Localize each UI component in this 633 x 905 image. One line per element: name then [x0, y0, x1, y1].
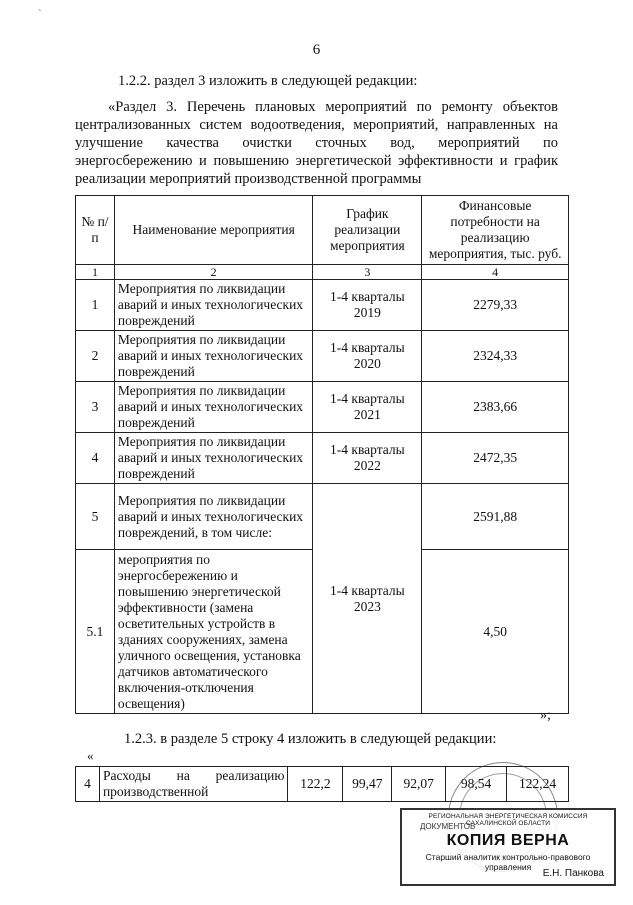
row-name: Мероприятия по ликвидации аварий и иных технологических повреждений	[114, 382, 313, 433]
column-number-row	[76, 265, 569, 280]
stamp-signer: Е.Н. Панкова	[542, 868, 604, 879]
stamp-title: КОПИЯ ВЕРНА	[446, 832, 570, 849]
table-row	[76, 331, 569, 382]
certified-copy-stamp	[400, 808, 616, 886]
table-row	[76, 433, 569, 484]
stamp-position: Старший аналитик контрольно-правового управления	[425, 852, 591, 872]
row-number: 5.1	[76, 550, 115, 714]
row-schedule: 1-4 кварталы 2020	[313, 331, 422, 382]
opening-quote: «	[87, 748, 94, 763]
row-amount: 2279,33	[422, 280, 569, 331]
row-value: 92,07	[392, 767, 446, 802]
row-name: Мероприятия по ликвидации аварий и иных технологических повреждений	[114, 433, 313, 484]
row-schedule: 1-4 кварталы 2021	[313, 382, 422, 433]
section-heading-text: «Раздел 3. Перечень плановых мероприятий по ремонту объектов централизованных систем водоотведения, мероприятий, направленных на улучшение качества очистки сточных вод, мероприятий по энергосбережению и повышению энергетической эффективности и график реализации мероприятий производственной программы	[75, 99, 558, 187]
stamp-doc: ДОКУМЕНТОВ	[420, 822, 476, 831]
row-value: 99,47	[343, 767, 392, 802]
row-value: 98,54	[446, 767, 507, 802]
table-row	[76, 484, 569, 550]
row-number: 1	[76, 280, 115, 331]
row-number: 4	[76, 433, 115, 484]
activities-table	[75, 195, 569, 714]
page-number: 6	[312, 42, 321, 58]
row-value: 122,24	[507, 767, 569, 802]
row-value: 122,2	[288, 767, 343, 802]
section-heading-paragraph	[75, 98, 558, 188]
row-schedule: 1-4 кварталы 2019	[313, 280, 422, 331]
row-schedule: 1-4 кварталы 2022	[313, 433, 422, 484]
row-name: Мероприятия по ликвидации аварий и иных технологических повреждений	[114, 331, 313, 382]
intro-paragraph: 1.2.2. раздел 3 изложить в следующей редакции:	[118, 73, 418, 89]
table-row	[76, 280, 569, 331]
corner-mark: `	[38, 8, 42, 20]
header-number: № п/п	[76, 196, 115, 265]
header-schedule: График реализации мероприятия	[313, 196, 422, 265]
row-label: Расходы на реализацию производственной	[99, 767, 288, 802]
row-number: 2	[76, 331, 115, 382]
row-amount: 2383,66	[422, 382, 569, 433]
row-number: 3	[76, 382, 115, 433]
closing-quote: »;	[540, 708, 551, 723]
column-number: 4	[422, 265, 569, 280]
row-number: 5	[76, 484, 115, 550]
row-amount: 4,50	[422, 550, 569, 714]
row-amount: 2591,88	[422, 484, 569, 550]
column-number: 1	[76, 265, 115, 280]
row-name: Мероприятия по ликвидации аварий и иных технологических повреждений, в том числе:	[114, 484, 313, 550]
row-name: Мероприятия по ликвидации аварий и иных технологических повреждений	[114, 280, 313, 331]
header-amount: Финансовые потребности на реализацию мероприятия, тыс. руб.	[422, 196, 569, 265]
row-schedule: 1-4 кварталы 2023	[313, 484, 422, 714]
intro2-paragraph: 1.2.3. в разделе 5 строку 4 изложить в следующей редакции:	[124, 731, 497, 747]
row-amount: 2472,35	[422, 433, 569, 484]
row-name: мероприятия по энергосбережению и повышению энергетической эффективности (замена осветительных устройств в зданиях сооружениях, замена уличного освещения, установка датчиков автоматического включения-отключения освещения)	[114, 550, 313, 714]
header-name: Наименование мероприятия	[114, 196, 313, 265]
table-header-row	[76, 196, 569, 265]
table-row	[76, 382, 569, 433]
column-number: 2	[114, 265, 313, 280]
row-number: 4	[76, 767, 100, 802]
column-number: 3	[313, 265, 422, 280]
stamp-org: РЕГИОНАЛЬНАЯ ЭНЕРГЕТИЧЕСКАЯ КОМИССИЯ САХАЛИНСКОЙ ОБЛАСТИ	[428, 813, 588, 827]
row-amount: 2324,33	[422, 331, 569, 382]
